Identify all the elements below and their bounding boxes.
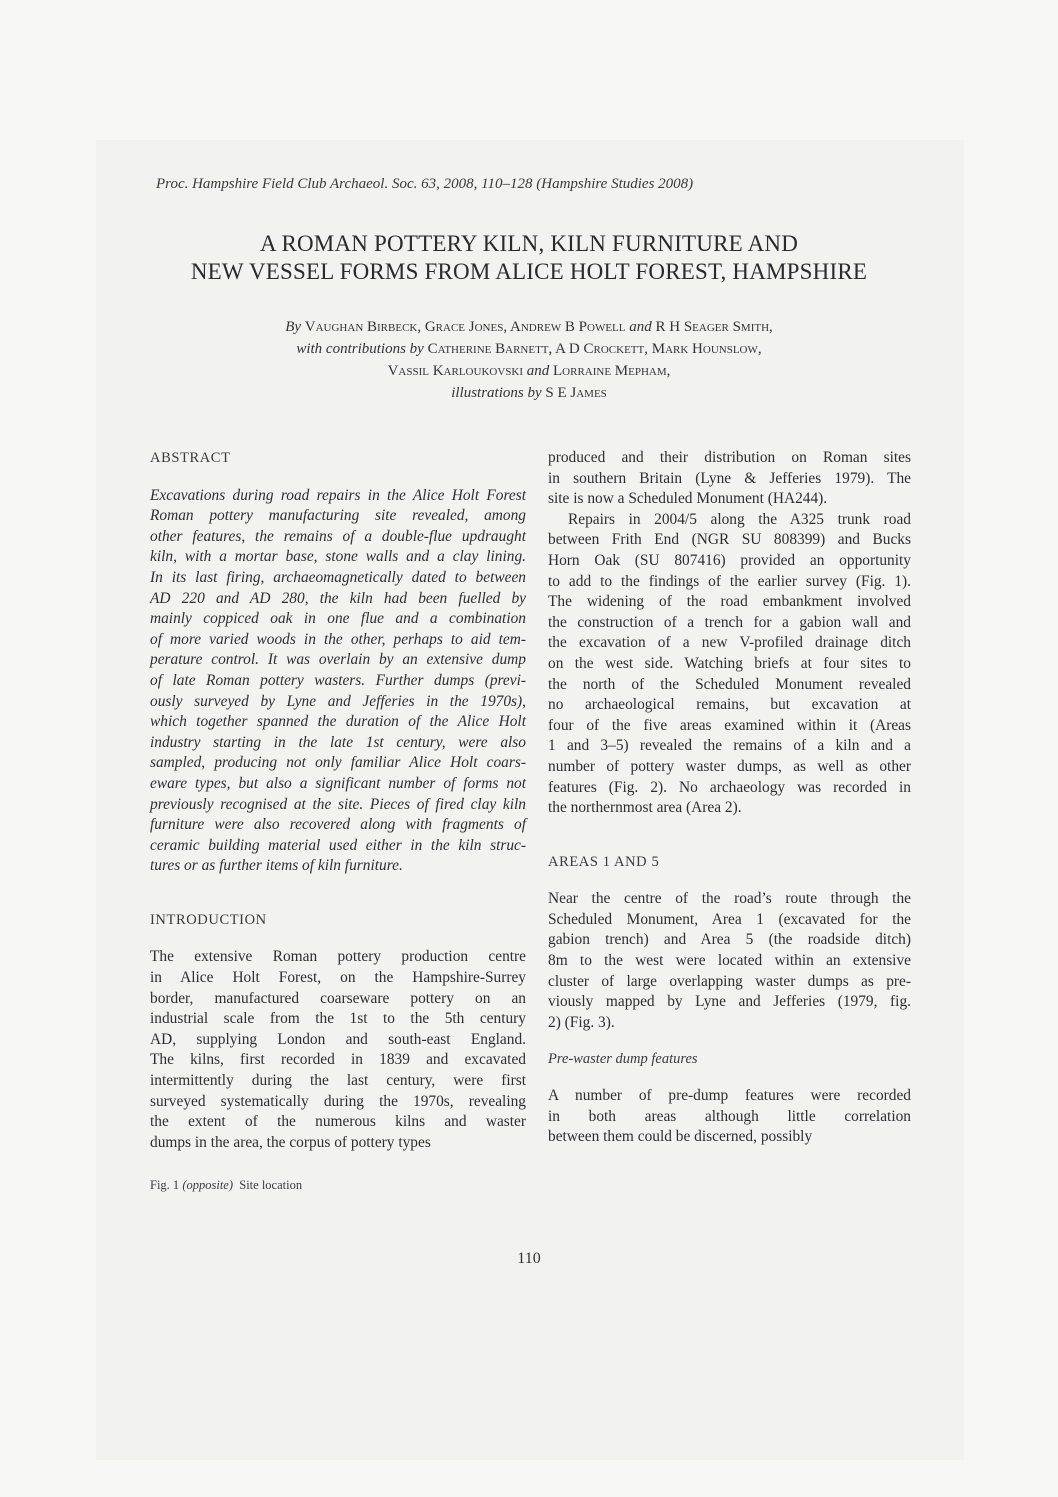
areas-line: gabion trench) and Area 5 (the roadside ditch) [548, 931, 911, 949]
introduction-line: in Alice Holt Forest, on the Hampshire-Surrey [150, 969, 526, 987]
introduction-body [150, 947, 526, 1153]
right_intro-line: on the west side. Watching briefs at four sites to [548, 654, 911, 672]
areas-line: Near the centre of the road’s route through the [548, 890, 911, 908]
areas-body [548, 889, 911, 1033]
right-intro-body [548, 448, 911, 819]
abstract-line: In its last firing, archaeomagnetically dated to between [150, 568, 526, 586]
contributions-label: with contributions by [296, 341, 424, 357]
abstract-heading: ABSTRACT [150, 450, 231, 466]
abstract-line: Excavations during road repairs in the Alice Holt Forest [150, 486, 526, 504]
right_intro-line: site is now a Scheduled Monument (HA244). [548, 490, 828, 508]
areas-line: cluster of large overlapping waster dumps as pre- [548, 972, 911, 990]
introduction-line: intermittently during the last century, were first [150, 1072, 526, 1090]
abstract-line: furniture were also recovered along with fragments of [150, 816, 526, 834]
caption-text: Site location [239, 1178, 303, 1192]
abstract-line: sampled, producing not only familiar Alice Holt coars- [150, 754, 526, 772]
right_intro-line: The widening of the road embankment involved [548, 593, 911, 611]
introduction-line: The extensive Roman pottery production centre [150, 948, 526, 966]
contributors-and: and [526, 363, 550, 379]
right_intro-line: between Frith End (NGR SU 808399) and Bucks [548, 531, 911, 549]
byline-illustrations [120, 382, 938, 404]
right_intro-line: number of pottery waster dumps, as well as other [548, 757, 911, 775]
abstract-line: of late Roman pottery wasters. Further dumps (previ- [150, 671, 526, 689]
introduction-line: The kilns, first recorded in 1839 and excavated [150, 1051, 526, 1069]
right_intro-line: produced and their distribution on Roman sites [548, 449, 911, 466]
right_intro-line: to add to the findings of the earlier survey (Fig. 1). [548, 572, 911, 590]
article-title [120, 230, 938, 286]
abstract-line: other features, the remains of a double-flue updraught [150, 527, 526, 545]
right_intro-line: the northernmost area (Area 2). [548, 799, 742, 817]
right_intro-line: Repairs in 2004/5 along the A325 trunk road [568, 510, 911, 528]
abstract-line: industry starting in the late 1st century, were also [150, 733, 526, 751]
title-line-1: A ROMAN POTTERY KILN, KILN FURNITURE AND [259, 231, 799, 256]
abstract-line: of more varied woods in the other, perhaps to aid tem- [150, 630, 526, 648]
illustrator: S E James [545, 385, 607, 401]
areas-line: viously mapped by Lyne and Jefferies (1979, fig. [548, 993, 911, 1011]
abstract-line: previously recognised at the site. Pieces of fired clay kiln [150, 795, 526, 813]
right_intro-line: the excavation of a new V-profiled drainage ditch [548, 634, 911, 652]
abstract-line: tures or as further items of kiln furniture. [150, 857, 403, 875]
areas-line: 8m to the west were located within an extensive [548, 952, 911, 970]
abstract-line: ously surveyed by Lyne and Jefferies in the 1970s), [150, 692, 526, 710]
abstract-line: Roman pottery manufacturing site revealed, among [150, 507, 526, 525]
right_intro-line: in southern Britain (Lyne & Jefferies 1979). The [548, 469, 911, 487]
authors-last: R H Seager Smith, [655, 319, 773, 335]
title-line-2: NEW VESSEL FORMS FROM ALICE HOLT FOREST, HAMPSHIRE [190, 259, 868, 284]
introduction-line: AD, supplying London and south-east England. [150, 1030, 526, 1048]
introduction-line: the extent of the numerous kilns and waster [150, 1113, 526, 1131]
byline-by: By [285, 319, 302, 335]
areas-heading: AREAS 1 AND 5 [548, 853, 660, 870]
right_intro-line: the construction of a trench for a gabion wall and [548, 613, 911, 631]
byline-authors [120, 316, 938, 338]
prewaster-line: between them could be discerned, possibly [548, 1128, 813, 1146]
introduction-heading: INTRODUCTION [150, 911, 267, 928]
right_intro-line: the north of the Scheduled Monument revealed [548, 675, 911, 693]
prewaster-body [548, 1086, 911, 1148]
areas-line: 2) (Fig. 3). [548, 1013, 615, 1031]
figure-caption [150, 1178, 302, 1193]
right_intro-line: four of the five areas examined within it (Areas [548, 716, 911, 734]
page-number: 110 [517, 1250, 541, 1267]
abstract-body [150, 486, 526, 877]
abstract-line: kiln, with a mortar base, stone walls and a clay lining. [150, 548, 526, 566]
introduction-line: border, manufactured coarseware pottery on an [150, 989, 526, 1007]
abstract-line: AD 220 and AD 280, the kiln had been fuelled by [150, 589, 526, 607]
abstract-line: perature control. It was overlain by an extensive dump [150, 651, 526, 669]
authors-and: and [629, 319, 652, 335]
illustrations-label: illustrations by [451, 385, 542, 401]
prewaster-heading: Pre-waster dump features [548, 1051, 698, 1068]
left-column [150, 448, 526, 1153]
byline-contributions [120, 338, 938, 360]
journal-reference: Proc. Hampshire Field Club Archaeol. Soc. 63, 2008, 110–128 (Hampshire Studies 2008) [156, 176, 694, 192]
right-column [548, 448, 911, 1148]
areas-line: Scheduled Monument, Area 1 (excavated for the [548, 910, 911, 928]
abstract-line: mainly coppiced oak in one flue and a combination [150, 610, 526, 628]
contributors-2a: Vassil Karloukovski [387, 363, 523, 379]
caption-opposite: (opposite) [182, 1178, 233, 1192]
right_intro-line: 1 and 3–5) revealed the remains of a kiln and a [548, 737, 911, 755]
introduction-line: surveyed systematically during the 1970s, revealing [150, 1092, 526, 1110]
caption-fig: Fig. 1 [150, 1178, 180, 1192]
prewaster-line: in both areas although little correlation [548, 1107, 911, 1125]
byline-contributions-2 [120, 360, 938, 382]
prewaster-line: A number of pre-dump features were recorded [548, 1087, 911, 1105]
abstract-line: which together spanned the duration of the Alice Holt [150, 713, 526, 731]
introduction-line: industrial scale from the 1st to the 5th century [150, 1010, 526, 1028]
right_intro-line: Horn Oak (SU 807416) provided an opportunity [548, 551, 911, 569]
contributors-1: Catherine Barnett, A D Crockett, Mark Hounslow, [427, 341, 762, 357]
abstract-line: eware types, but also a significant number of forms not [150, 774, 526, 792]
right_intro-line: no archaeological remains, but excavation at [548, 696, 911, 714]
authors-main: Vaughan Birbeck, Grace Jones, Andrew B Powell [304, 319, 626, 335]
contributors-2b: Lorraine Mepham, [553, 363, 671, 379]
introduction-line: dumps in the area, the corpus of pottery types [150, 1133, 431, 1151]
abstract-line: ceramic building material used either in the kiln struc- [150, 836, 526, 854]
right_intro-line: features (Fig. 2). No archaeology was recorded in [548, 778, 911, 796]
byline [120, 316, 938, 404]
